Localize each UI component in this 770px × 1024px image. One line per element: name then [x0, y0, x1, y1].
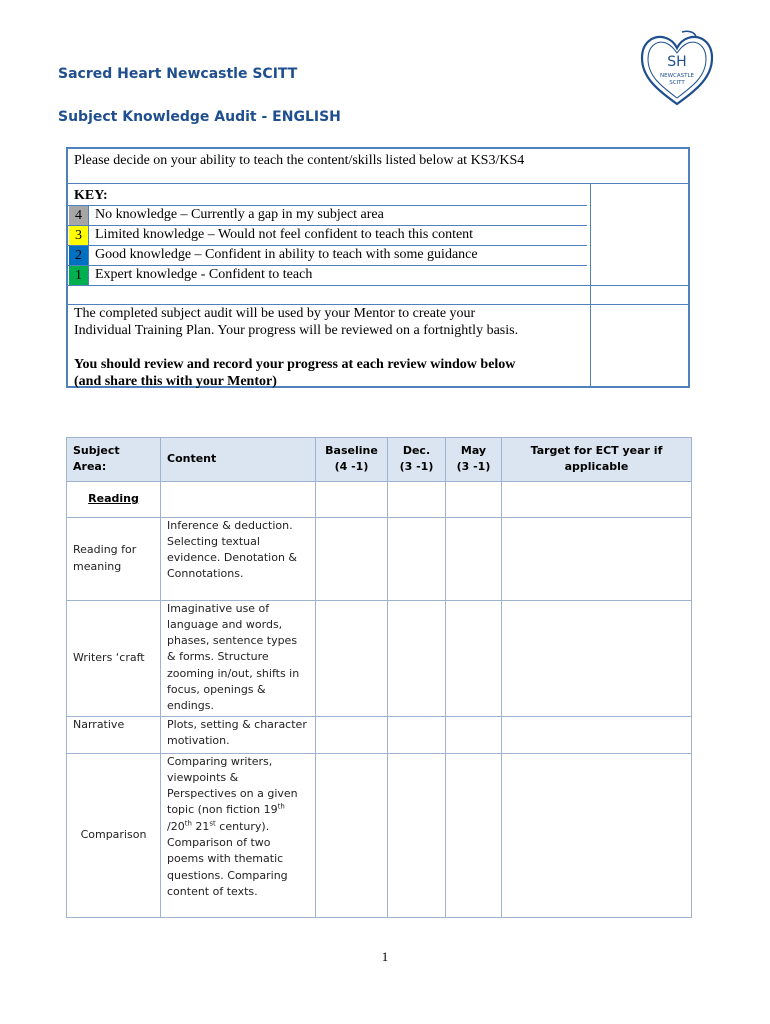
key-level-2-text: Good knowledge – Confident in ability to teach with some guidance [95, 247, 478, 262]
header-baseline: Baseline (4 -1) [316, 438, 388, 482]
may-cell[interactable] [446, 753, 502, 917]
org-title: Sacred Heart Newcastle SCITT [58, 66, 298, 82]
subject-writers-craft: Writers ‘craft [67, 600, 161, 716]
key-level-4-text: No knowledge – Currently a gap in my subject area [95, 207, 384, 222]
key-level-2-badge: 2 [69, 246, 88, 265]
key-level-1-badge: 1 [69, 266, 88, 285]
dec-cell[interactable] [388, 481, 446, 517]
header-may: May (3 -1) [446, 438, 502, 482]
document-title: Subject Knowledge Audit - ENGLISH [58, 109, 341, 125]
key-label: KEY: [74, 188, 108, 203]
dec-cell[interactable] [388, 716, 446, 753]
audit-table [66, 437, 692, 918]
key-level-4-badge: 4 [69, 206, 88, 225]
subject-comparison: Comparison [67, 753, 161, 917]
content-narrative: Plots, setting & character motivation. [161, 716, 316, 753]
page-number: 1 [381, 949, 389, 964]
instruction-text: Please decide on your ability to teach the content/skills listed below at KS3/KS4 [74, 153, 525, 168]
key-level-3-text: Limited knowledge – Would not feel confident to teach this content [95, 227, 474, 242]
review-line-1: You should review and record your progress at each review window below [74, 357, 516, 372]
logo-monogram: SH [667, 54, 687, 70]
empty-cell[interactable] [161, 481, 316, 517]
subject-narrative: Narrative [67, 716, 161, 753]
header-dec: Dec. (3 -1) [388, 438, 446, 482]
header-subject-area: Subject Area: [67, 438, 161, 482]
logo-line2: SCITT [669, 80, 685, 86]
content-comparison: Comparing writers, viewpoints & Perspectives on a given topic (non fiction 19th /20th 21st century). Comparison of two poems with thematic questions. Comparing content of texts. [161, 753, 316, 917]
target-cell[interactable] [502, 753, 692, 917]
dec-cell[interactable] [388, 600, 446, 716]
target-cell[interactable] [502, 716, 692, 753]
subject-reading-for-meaning: Reading for meaning [67, 517, 161, 600]
may-cell[interactable] [446, 481, 502, 517]
may-cell[interactable] [446, 716, 502, 753]
logo-line1: NEWCASTLE [659, 73, 695, 79]
key-level-1-text: Expert knowledge - Confident to teach [95, 267, 313, 282]
key-level-3-badge: 3 [69, 226, 88, 245]
header-target: Target for ECT year if applicable [502, 438, 692, 482]
target-cell[interactable] [502, 517, 692, 600]
may-cell[interactable] [446, 600, 502, 716]
content-writers-craft: Imaginative use of language and words, phases, sentence types & forms. Structure zooming in/out, shifts in focus, openings & endings. [161, 600, 316, 716]
note-line-1: The completed subject audit will be used by your Mentor to create your [74, 306, 476, 321]
target-cell[interactable] [502, 600, 692, 716]
baseline-cell[interactable] [316, 600, 388, 716]
dec-cell[interactable] [388, 517, 446, 600]
baseline-cell[interactable] [316, 753, 388, 917]
may-cell[interactable] [446, 517, 502, 600]
baseline-cell[interactable] [316, 716, 388, 753]
sh-heart-logo [638, 28, 716, 108]
note-line-2: Individual Training Plan. Your progress will be reviewed on a fortnightly basis. [74, 323, 519, 338]
content-reading-for-meaning: Inference & deduction. Selecting textual evidence. Denotation & Connotations. [161, 517, 316, 600]
dec-cell[interactable] [388, 753, 446, 917]
section-reading: Reading [67, 481, 161, 517]
key-box [66, 147, 690, 388]
review-line-2: (and share this with your Mentor) [74, 374, 277, 389]
target-cell[interactable] [502, 481, 692, 517]
baseline-cell[interactable] [316, 517, 388, 600]
header-content: Content [161, 438, 316, 482]
baseline-cell[interactable] [316, 481, 388, 517]
